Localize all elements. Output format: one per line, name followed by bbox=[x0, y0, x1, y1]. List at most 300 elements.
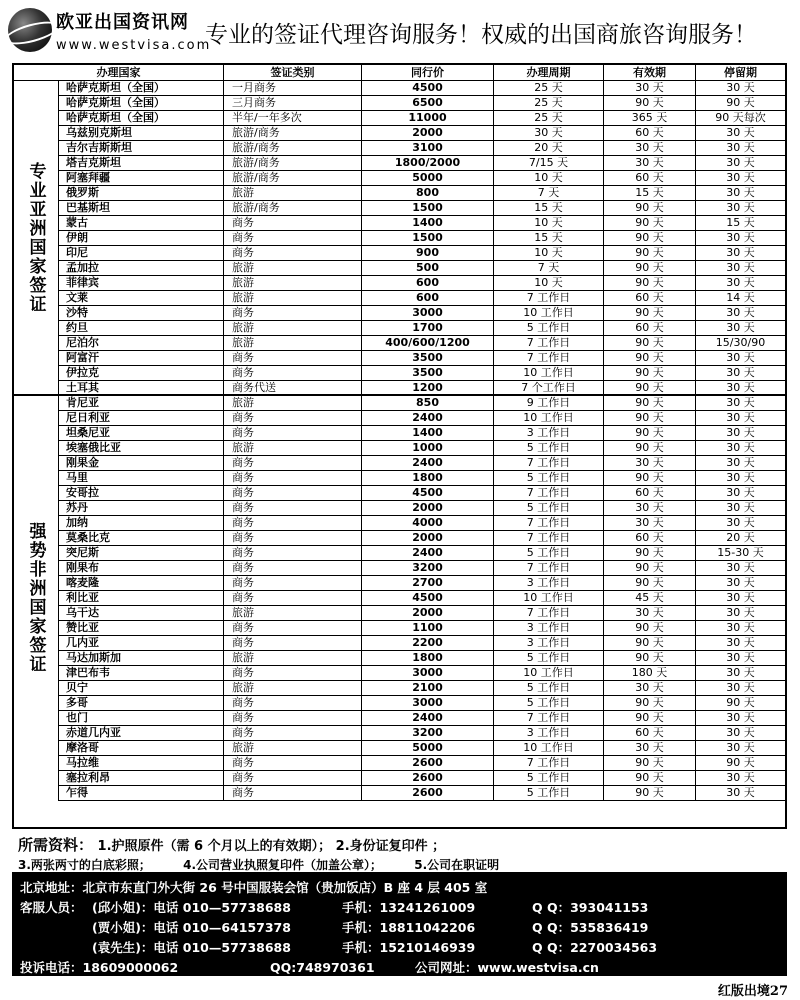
africa-visa-row bbox=[58, 755, 785, 771]
stay-cell: 15-30 天 bbox=[717, 546, 764, 559]
agent-phone: (袁先生)：电话 010—57738688 bbox=[92, 940, 291, 955]
country-cell: 乍得 bbox=[58, 785, 224, 800]
price-cell: 2000 bbox=[362, 125, 494, 140]
country-cell: 印尼 bbox=[58, 245, 224, 260]
price-cell: 1400 bbox=[362, 215, 494, 230]
validity-cell: 90 天 bbox=[604, 575, 696, 590]
visa-type-cell: 商务 bbox=[224, 725, 362, 740]
validity-cell: 90 天 bbox=[604, 350, 696, 365]
asia-visa-row bbox=[58, 140, 785, 156]
price-cell: 2400 bbox=[362, 545, 494, 560]
stay-cell: 30 天 bbox=[726, 786, 755, 799]
stay-cell: 30 天 bbox=[726, 231, 755, 244]
visa-type-cell: 旅游 bbox=[224, 605, 362, 620]
price-cell: 4500 bbox=[362, 80, 494, 95]
price-cell: 800 bbox=[362, 185, 494, 200]
country-cell: 哈萨克斯坦（全国） bbox=[58, 80, 224, 95]
price-cell: 1500 bbox=[362, 230, 494, 245]
price-cell: 5000 bbox=[362, 740, 494, 755]
visa-type-cell: 一月商务 bbox=[224, 80, 362, 95]
price-cell: 1400 bbox=[362, 425, 494, 440]
validity-cell: 90 天 bbox=[604, 95, 696, 110]
processing-time-cell: 3 工作日 bbox=[494, 725, 604, 740]
validity-cell: 30 天 bbox=[604, 455, 696, 470]
visa-type-cell: 商务 bbox=[224, 245, 362, 260]
price-cell: 3000 bbox=[362, 665, 494, 680]
stay-cell: 30 天 bbox=[726, 186, 755, 199]
slogan: 专业的签证代理咨询服务！权威的出国商旅咨询服务！ bbox=[205, 22, 757, 48]
processing-time-cell: 5 工作日 bbox=[494, 320, 604, 335]
processing-time-cell: 25 天 bbox=[494, 110, 604, 125]
validity-cell: 90 天 bbox=[604, 710, 696, 725]
africa-visa-row bbox=[58, 770, 785, 786]
visa-type-cell: 商务 bbox=[224, 560, 362, 575]
processing-time-cell: 5 工作日 bbox=[494, 500, 604, 515]
price-cell: 2400 bbox=[362, 455, 494, 470]
price-cell: 1800/2000 bbox=[362, 155, 494, 170]
africa-visa-row bbox=[58, 665, 785, 681]
stay-cell: 30 天 bbox=[726, 306, 755, 319]
price-cell: 2700 bbox=[362, 575, 494, 590]
validity-cell: 90 天 bbox=[604, 395, 696, 410]
stay-cell: 30 天 bbox=[726, 741, 755, 754]
stay-cell: 30 天 bbox=[726, 351, 755, 364]
processing-time-cell: 10 工作日 bbox=[494, 410, 604, 425]
asia-visa-row bbox=[58, 245, 785, 261]
validity-cell: 90 天 bbox=[604, 380, 696, 395]
requirement-id-card: 2.身份证复印件 ； bbox=[335, 839, 446, 854]
asia-visa-row bbox=[58, 170, 785, 186]
visa-type-cell: 商务 bbox=[224, 575, 362, 590]
validity-cell: 60 天 bbox=[604, 170, 696, 185]
country-cell: 俄罗斯 bbox=[58, 185, 224, 200]
price-cell: 3000 bbox=[362, 305, 494, 320]
requirements-line-1 bbox=[18, 834, 445, 855]
stay-cell: 30 天 bbox=[726, 381, 755, 394]
validity-cell: 180 天 bbox=[604, 665, 696, 680]
country-cell: 津巴布韦 bbox=[58, 665, 224, 680]
stay-cell: 30 天 bbox=[726, 261, 755, 274]
processing-time-cell: 5 工作日 bbox=[494, 545, 604, 560]
price-cell: 600 bbox=[362, 275, 494, 290]
agent-qq: Q Q：535836419 bbox=[532, 920, 649, 935]
processing-time-cell: 30 天 bbox=[494, 125, 604, 140]
validity-cell: 90 天 bbox=[604, 770, 696, 785]
agent-row bbox=[20, 898, 648, 916]
contact-box bbox=[12, 872, 787, 976]
agent-mobile: 手机：13241261009 bbox=[342, 900, 476, 915]
price-cell: 2600 bbox=[362, 785, 494, 800]
processing-time-cell: 7 个工作日 bbox=[494, 380, 604, 395]
visa-type-cell: 旅游 bbox=[224, 260, 362, 275]
processing-time-cell: 10 工作日 bbox=[494, 365, 604, 380]
stay-cell: 20 天 bbox=[726, 531, 755, 544]
validity-cell: 30 天 bbox=[604, 155, 696, 170]
price-cell: 400/600/1200 bbox=[362, 335, 494, 350]
price-cell: 1000 bbox=[362, 440, 494, 455]
price-cell: 2200 bbox=[362, 635, 494, 650]
processing-time-cell: 10 天 bbox=[494, 215, 604, 230]
visa-type-cell: 商务 bbox=[224, 500, 362, 515]
agent-mobile: 手机：15210146939 bbox=[342, 940, 476, 955]
country-cell: 摩洛哥 bbox=[58, 740, 224, 755]
price-cell: 600 bbox=[362, 290, 494, 305]
visa-type-cell: 旅游/商务 bbox=[224, 140, 362, 155]
country-cell: 阿富汗 bbox=[58, 350, 224, 365]
country-cell: 马达加斯加 bbox=[58, 650, 224, 665]
processing-time-cell: 5 工作日 bbox=[494, 695, 604, 710]
stay-cell: 30 天 bbox=[726, 501, 755, 514]
visa-type-cell: 商务 bbox=[224, 785, 362, 800]
country-cell: 肯尼亚 bbox=[58, 395, 224, 410]
africa-visa-row bbox=[58, 575, 785, 591]
visa-type-cell: 商务 bbox=[224, 545, 362, 560]
price-cell: 2600 bbox=[362, 755, 494, 770]
africa-visa-row bbox=[58, 425, 785, 441]
processing-time-cell: 5 工作日 bbox=[494, 440, 604, 455]
africa-visa-row bbox=[58, 695, 785, 711]
country-cell: 乌兹别克斯坦 bbox=[58, 125, 224, 140]
column-header: 有效期 bbox=[604, 65, 696, 80]
stay-cell: 30 天 bbox=[726, 561, 755, 574]
visa-type-cell: 旅游 bbox=[224, 395, 362, 410]
validity-cell: 60 天 bbox=[604, 290, 696, 305]
processing-time-cell: 10 工作日 bbox=[494, 590, 604, 605]
validity-cell: 90 天 bbox=[604, 440, 696, 455]
visa-type-cell: 商务 bbox=[224, 470, 362, 485]
price-cell: 11000 bbox=[362, 110, 494, 125]
processing-time-cell: 5 工作日 bbox=[494, 470, 604, 485]
africa-visa-row bbox=[58, 740, 785, 756]
visa-type-cell: 旅游/商务 bbox=[224, 125, 362, 140]
processing-time-cell: 7 工作日 bbox=[494, 455, 604, 470]
complaint-line bbox=[20, 958, 599, 976]
price-cell: 1800 bbox=[362, 470, 494, 485]
agent-qq: Q Q：393041153 bbox=[532, 900, 649, 915]
africa-section-label: 强势非洲国家签证 bbox=[14, 395, 59, 800]
visa-type-cell: 旅游 bbox=[224, 320, 362, 335]
processing-time-cell: 10 工作日 bbox=[494, 740, 604, 755]
africa-visa-row bbox=[58, 560, 785, 576]
validity-cell: 60 天 bbox=[604, 320, 696, 335]
country-cell: 贝宁 bbox=[58, 680, 224, 695]
price-cell: 3200 bbox=[362, 560, 494, 575]
stay-cell: 30 天 bbox=[726, 651, 755, 664]
visa-type-cell: 商务 bbox=[224, 695, 362, 710]
stay-cell: 30 天 bbox=[726, 81, 755, 94]
price-cell: 500 bbox=[362, 260, 494, 275]
asia-visa-row bbox=[58, 290, 785, 306]
processing-time-cell: 10 天 bbox=[494, 275, 604, 290]
processing-time-cell: 7 工作日 bbox=[494, 560, 604, 575]
processing-time-cell: 20 天 bbox=[494, 140, 604, 155]
processing-time-cell: 9 工作日 bbox=[494, 395, 604, 410]
country-cell: 赤道几内亚 bbox=[58, 725, 224, 740]
visa-type-cell: 旅游 bbox=[224, 650, 362, 665]
asia-visa-row bbox=[58, 350, 785, 366]
requirement-license: 4.公司营业执照复印件（加盖公章）； bbox=[183, 858, 383, 872]
country-cell: 利比亚 bbox=[58, 590, 224, 605]
price-cell: 3000 bbox=[362, 695, 494, 710]
stay-cell: 30 天 bbox=[726, 636, 755, 649]
stay-cell: 30 天 bbox=[726, 246, 755, 259]
validity-cell: 365 天 bbox=[604, 110, 696, 125]
stay-cell: 15 天 bbox=[726, 216, 755, 229]
validity-cell: 90 天 bbox=[604, 245, 696, 260]
visa-type-cell: 旅游 bbox=[224, 290, 362, 305]
asia-visa-row bbox=[58, 320, 785, 336]
processing-time-cell: 5 工作日 bbox=[494, 770, 604, 785]
requirement-employment: 5.公司在职证明 bbox=[414, 858, 500, 872]
visa-type-cell: 商务 bbox=[224, 635, 362, 650]
validity-cell: 90 天 bbox=[604, 335, 696, 350]
country-cell: 安哥拉 bbox=[58, 485, 224, 500]
country-cell: 莫桑比克 bbox=[58, 530, 224, 545]
africa-visa-row bbox=[58, 545, 785, 561]
asia-visa-row bbox=[58, 230, 785, 246]
country-cell: 吉尔吉斯斯坦 bbox=[58, 140, 224, 155]
asia-visa-row bbox=[58, 155, 785, 171]
stay-cell: 30 天 bbox=[726, 141, 755, 154]
processing-time-cell: 5 工作日 bbox=[494, 650, 604, 665]
visa-type-cell: 商务代送 bbox=[224, 380, 362, 395]
visa-type-cell: 旅游/商务 bbox=[224, 155, 362, 170]
africa-visa-row bbox=[58, 470, 785, 486]
validity-cell: 60 天 bbox=[604, 125, 696, 140]
complaint-phone: 投诉电话：18609000062 bbox=[20, 960, 179, 975]
stay-cell: 30 天 bbox=[726, 126, 755, 139]
validity-cell: 90 天 bbox=[604, 545, 696, 560]
price-cell: 2000 bbox=[362, 530, 494, 545]
address-line bbox=[20, 878, 487, 896]
processing-time-cell: 3 工作日 bbox=[494, 425, 604, 440]
column-header: 同行价 bbox=[362, 65, 494, 80]
price-cell: 2000 bbox=[362, 500, 494, 515]
price-cell: 2400 bbox=[362, 710, 494, 725]
country-cell: 马里 bbox=[58, 470, 224, 485]
processing-time-cell: 3 工作日 bbox=[494, 635, 604, 650]
price-cell: 2000 bbox=[362, 605, 494, 620]
africa-visa-row bbox=[58, 605, 785, 621]
africa-visa-row bbox=[58, 410, 785, 426]
africa-visa-row bbox=[58, 440, 785, 456]
validity-cell: 90 天 bbox=[604, 260, 696, 275]
visa-type-cell: 商务 bbox=[224, 410, 362, 425]
country-cell: 尼日利亚 bbox=[58, 410, 224, 425]
stay-cell: 30 天 bbox=[726, 441, 755, 454]
stay-cell: 30 天 bbox=[726, 426, 755, 439]
stay-cell: 90 天每次 bbox=[715, 111, 766, 124]
africa-visa-row bbox=[58, 530, 785, 546]
africa-visa-row bbox=[58, 785, 785, 801]
price-cell: 850 bbox=[362, 395, 494, 410]
visa-type-cell: 商务 bbox=[224, 365, 362, 380]
price-cell: 5000 bbox=[362, 170, 494, 185]
validity-cell: 60 天 bbox=[604, 485, 696, 500]
africa-visa-row bbox=[58, 650, 785, 666]
price-cell: 1800 bbox=[362, 650, 494, 665]
price-cell: 3200 bbox=[362, 725, 494, 740]
table-header-row bbox=[14, 65, 785, 81]
visa-type-cell: 商务 bbox=[224, 530, 362, 545]
country-cell: 哈萨克斯坦（全国） bbox=[58, 95, 224, 110]
stay-cell: 30 天 bbox=[726, 681, 755, 694]
processing-time-cell: 3 工作日 bbox=[494, 575, 604, 590]
visa-type-cell: 商务 bbox=[224, 485, 362, 500]
country-cell: 坦桑尼亚 bbox=[58, 425, 224, 440]
brand-name: 欧亚出国资讯网 bbox=[56, 12, 189, 33]
processing-time-cell: 10 工作日 bbox=[494, 305, 604, 320]
visa-type-cell: 商务 bbox=[224, 350, 362, 365]
processing-time-cell: 7 工作日 bbox=[494, 605, 604, 620]
country-cell: 约旦 bbox=[58, 320, 224, 335]
page-footer-tag: 红版出境27 bbox=[717, 984, 788, 999]
country-cell: 赞比亚 bbox=[58, 620, 224, 635]
country-cell: 也门 bbox=[58, 710, 224, 725]
price-cell: 900 bbox=[362, 245, 494, 260]
visa-type-cell: 商务 bbox=[224, 425, 362, 440]
price-cell: 6500 bbox=[362, 95, 494, 110]
africa-visa-row bbox=[58, 395, 785, 411]
africa-visa-row bbox=[58, 620, 785, 636]
stay-cell: 90 天 bbox=[726, 756, 755, 769]
validity-cell: 90 天 bbox=[604, 755, 696, 770]
country-cell: 刚果金 bbox=[58, 455, 224, 470]
validity-cell: 30 天 bbox=[604, 500, 696, 515]
country-cell: 文莱 bbox=[58, 290, 224, 305]
visa-type-cell: 旅游 bbox=[224, 740, 362, 755]
price-cell: 1700 bbox=[362, 320, 494, 335]
agent-qq: Q Q：2270034563 bbox=[532, 940, 658, 955]
stay-cell: 30 天 bbox=[726, 621, 755, 634]
stay-cell: 30 天 bbox=[726, 396, 755, 409]
processing-time-cell: 7 工作日 bbox=[494, 755, 604, 770]
stay-cell: 30 天 bbox=[726, 606, 755, 619]
price-cell: 1100 bbox=[362, 620, 494, 635]
price-cell: 2100 bbox=[362, 680, 494, 695]
column-header: 停留期 bbox=[724, 66, 757, 79]
processing-time-cell: 5 工作日 bbox=[494, 680, 604, 695]
price-cell: 1500 bbox=[362, 200, 494, 215]
visa-type-cell: 商务 bbox=[224, 455, 362, 470]
processing-time-cell: 7 工作日 bbox=[494, 530, 604, 545]
visa-type-cell: 商务 bbox=[224, 710, 362, 725]
company-website[interactable]: 公司网址：www.westvisa.cn bbox=[415, 960, 599, 975]
country-cell: 蒙古 bbox=[58, 215, 224, 230]
processing-time-cell: 7 天 bbox=[494, 260, 604, 275]
country-cell: 土耳其 bbox=[58, 380, 224, 395]
validity-cell: 90 天 bbox=[604, 650, 696, 665]
visa-type-cell: 旅游 bbox=[224, 680, 362, 695]
validity-cell: 30 天 bbox=[604, 80, 696, 95]
processing-time-cell: 7 工作日 bbox=[494, 515, 604, 530]
country-cell: 伊朗 bbox=[58, 230, 224, 245]
processing-time-cell: 3 工作日 bbox=[494, 620, 604, 635]
asia-visa-row bbox=[58, 125, 785, 141]
processing-time-cell: 7 工作日 bbox=[494, 290, 604, 305]
validity-cell: 90 天 bbox=[604, 470, 696, 485]
stay-cell: 90 天 bbox=[726, 96, 755, 109]
agent-row bbox=[20, 938, 657, 956]
stay-cell: 30 天 bbox=[726, 201, 755, 214]
visa-table bbox=[12, 63, 787, 829]
price-cell: 1200 bbox=[362, 380, 494, 395]
africa-visa-row bbox=[58, 485, 785, 501]
column-header: 签证类别 bbox=[224, 65, 362, 80]
processing-time-cell: 7 工作日 bbox=[494, 350, 604, 365]
africa-visa-row bbox=[58, 710, 785, 726]
validity-cell: 90 天 bbox=[604, 560, 696, 575]
asia-visa-row bbox=[58, 80, 785, 96]
validity-cell: 30 天 bbox=[604, 680, 696, 695]
africa-visa-row bbox=[58, 515, 785, 531]
country-cell: 突尼斯 bbox=[58, 545, 224, 560]
visa-type-cell: 商务 bbox=[224, 665, 362, 680]
country-cell: 乌干达 bbox=[58, 605, 224, 620]
country-cell: 伊拉克 bbox=[58, 365, 224, 380]
stay-cell: 90 天 bbox=[726, 696, 755, 709]
requirement-photo: 3.两张两寸的白底彩照； bbox=[18, 858, 151, 872]
processing-time-cell: 15 天 bbox=[494, 230, 604, 245]
brand-url[interactable]: www.westvisa.com bbox=[56, 38, 212, 53]
address-label: 北京地址： bbox=[20, 880, 83, 895]
service-label: 客服人员： bbox=[20, 900, 83, 915]
visa-type-cell: 商务 bbox=[224, 230, 362, 245]
stay-cell: 30 天 bbox=[726, 171, 755, 184]
processing-time-cell: 7 工作日 bbox=[494, 710, 604, 725]
validity-cell: 90 天 bbox=[604, 200, 696, 215]
validity-cell: 90 天 bbox=[604, 410, 696, 425]
validity-cell: 90 天 bbox=[604, 635, 696, 650]
processing-time-cell: 10 工作日 bbox=[494, 665, 604, 680]
agent-mobile: 手机：18811042206 bbox=[342, 920, 476, 935]
asia-visa-row bbox=[58, 95, 785, 111]
stay-cell: 30 天 bbox=[726, 486, 755, 499]
validity-cell: 30 天 bbox=[604, 515, 696, 530]
validity-cell: 30 天 bbox=[604, 740, 696, 755]
validity-cell: 45 天 bbox=[604, 590, 696, 605]
price-cell: 3500 bbox=[362, 350, 494, 365]
address-text: 北京市东直门外大街 26 号中国服装会馆（贵加饭店）B 座 4 层 405 室 bbox=[82, 880, 488, 895]
visa-type-cell: 商务 bbox=[224, 215, 362, 230]
stay-cell: 30 天 bbox=[726, 726, 755, 739]
processing-time-cell: 7/15 天 bbox=[494, 155, 604, 170]
stay-cell: 14 天 bbox=[726, 291, 755, 304]
price-cell: 4500 bbox=[362, 485, 494, 500]
visa-type-cell: 商务 bbox=[224, 620, 362, 635]
country-cell: 喀麦隆 bbox=[58, 575, 224, 590]
requirements-title: 所需资料： bbox=[18, 836, 94, 854]
processing-time-cell: 7 天 bbox=[494, 185, 604, 200]
africa-visa-row bbox=[58, 680, 785, 696]
country-cell: 刚果布 bbox=[58, 560, 224, 575]
processing-time-cell: 25 天 bbox=[494, 95, 604, 110]
asia-visa-row bbox=[58, 305, 785, 321]
stay-cell: 30 天 bbox=[726, 666, 755, 679]
processing-time-cell: 25 天 bbox=[494, 80, 604, 95]
validity-cell: 90 天 bbox=[604, 425, 696, 440]
visa-type-cell: 旅游 bbox=[224, 185, 362, 200]
validity-cell: 90 天 bbox=[604, 215, 696, 230]
column-header: 办理国家 bbox=[14, 65, 224, 80]
asia-visa-row bbox=[58, 110, 785, 126]
validity-cell: 30 天 bbox=[604, 605, 696, 620]
visa-type-cell: 商务 bbox=[224, 770, 362, 785]
country-cell: 多哥 bbox=[58, 695, 224, 710]
country-cell: 巴基斯坦 bbox=[58, 200, 224, 215]
country-cell: 马拉维 bbox=[58, 755, 224, 770]
stay-cell: 30 天 bbox=[726, 471, 755, 484]
